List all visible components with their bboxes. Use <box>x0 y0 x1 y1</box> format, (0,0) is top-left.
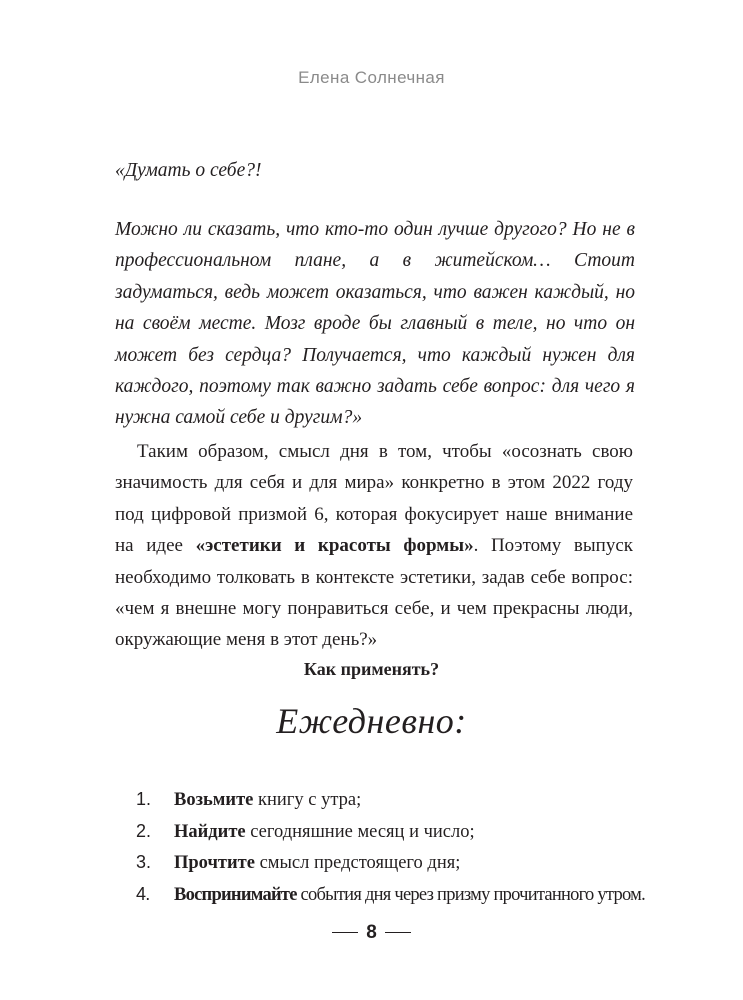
step-action: Воспринимайте <box>174 884 297 905</box>
step-action: Найдите <box>174 821 246 842</box>
step-number: 3. <box>136 852 152 872</box>
page-folio <box>0 922 743 944</box>
quote-body: Можно ли сказать, что кто-то один лучше другого? Но не в профессиональном плане, а в житейском… Стоит задуматься, ведь может оказаться, что важен каждый, но на своём месте. Мозг вроде бы главный в теле, но что он может без сердца? Получается, что каждый нужен для каждого, поэтому так важно задать себе вопрос: для чего я нужна самой себе и другим?» <box>115 219 635 429</box>
step-text: сегодняшние месяц и число; <box>245 821 475 842</box>
folio-dash-right <box>385 932 411 933</box>
body-paragraph <box>115 436 633 656</box>
list-item <box>136 784 676 816</box>
running-head-author: Елена Солнечная <box>298 68 445 87</box>
step-text: события дня через призму прочитанного утром. <box>296 884 645 905</box>
steps-list <box>136 784 676 910</box>
step-text: книгу с утра; <box>253 790 362 810</box>
list-item <box>136 847 676 879</box>
step-action: Возьмите <box>174 790 254 810</box>
step-action: Прочтите <box>174 853 255 873</box>
list-item <box>136 816 676 848</box>
quote-opening-line: «Думать о себе?! <box>115 160 262 181</box>
daily-heading: Ежедневно: <box>276 701 467 741</box>
list-item <box>136 879 676 911</box>
step-text: смысл предстоящего дня; <box>254 853 461 873</box>
paragraph-text-end: . Поэтому выпуск необходимо толковать в контексте эстетики, задав себе вопрос: «чем я внешне могу понравиться себе, и чем прекрасны люди, окружающие меня в этот день?» <box>115 535 633 651</box>
step-number: 4. <box>136 883 150 904</box>
paragraph-text-start: Таким образом, смысл дня в том, чтобы «осознать свою значимость для себя и для мира» конкретно в этом 2022 году под цифровой призмой 6, которая фокусирует наше внимание на идее <box>115 441 633 557</box>
paragraph-emphasis: «эстетики и красоты формы» <box>195 535 474 557</box>
folio-dash-left <box>332 932 358 933</box>
step-number: 1. <box>136 789 152 809</box>
page-number: 8 <box>366 922 377 943</box>
step-number: 2. <box>136 820 152 841</box>
how-to-subheading: Как применять? <box>303 659 440 679</box>
